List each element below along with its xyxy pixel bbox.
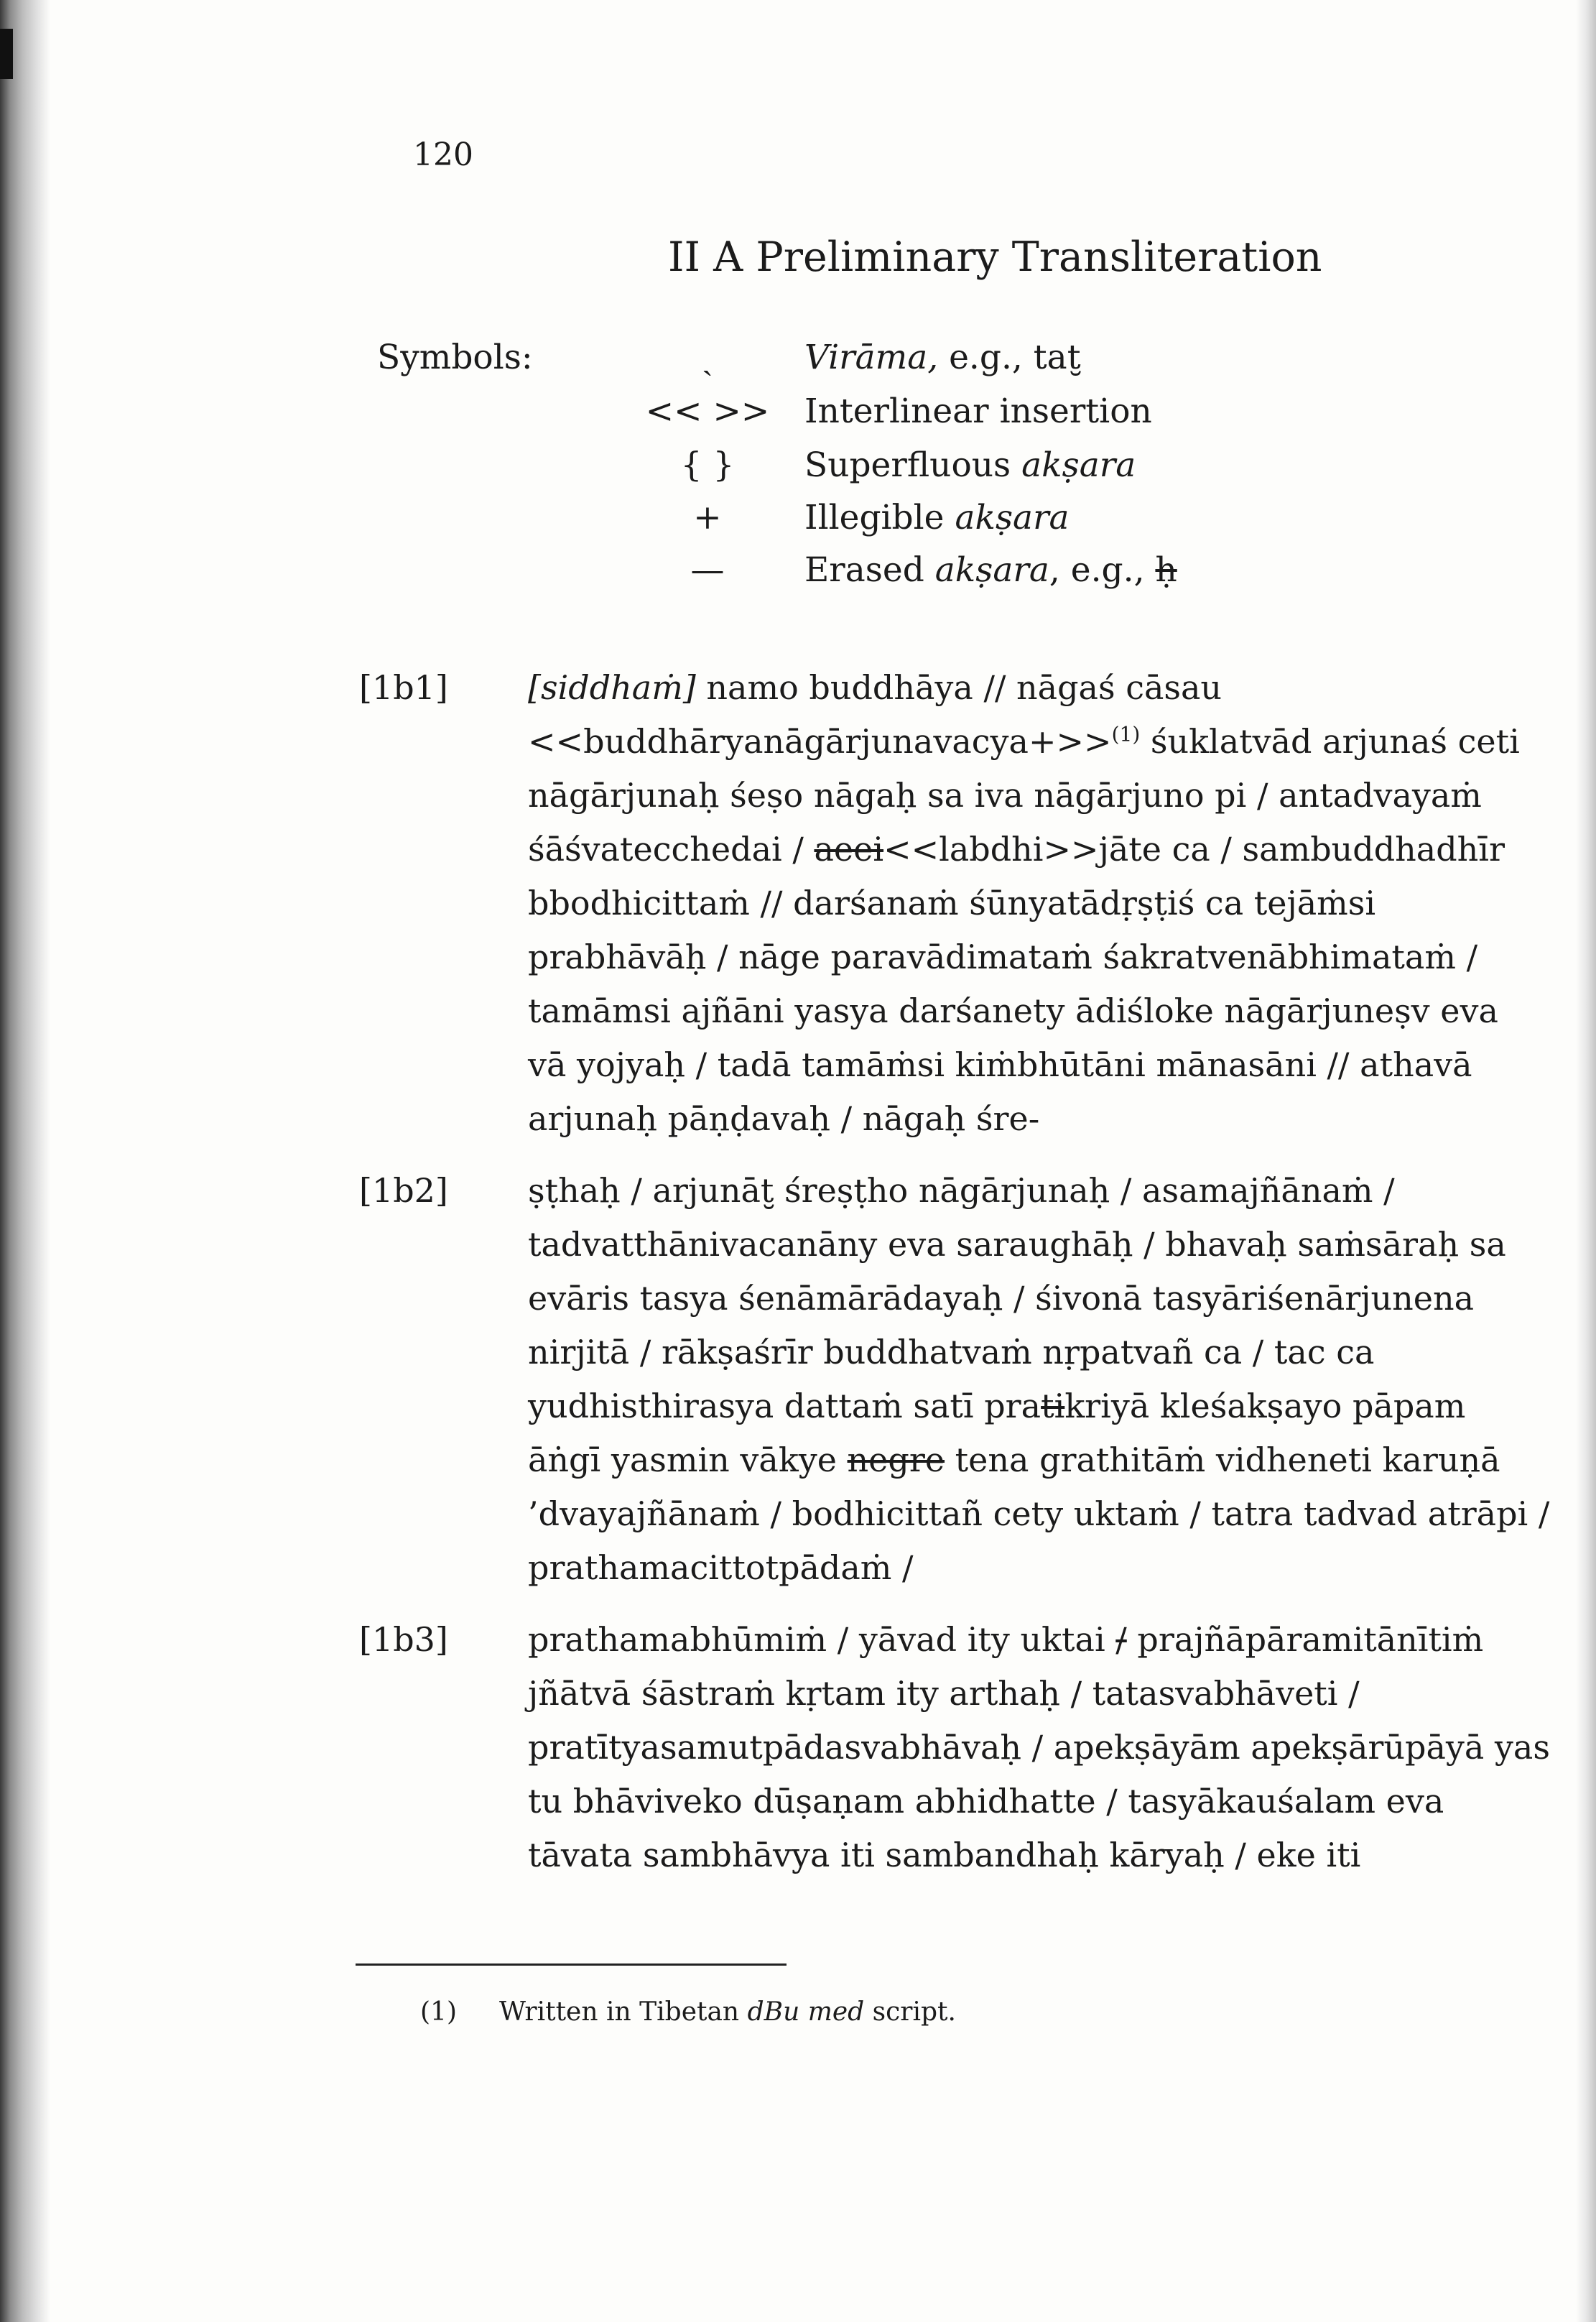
text-line: nirjitā / rākṣaśrīr buddhatvaṁ nṛpatvañ ca / tac ca [528, 1333, 1375, 1372]
erased-text: / [1115, 1620, 1127, 1659]
erased-text: aeei [814, 830, 884, 869]
text-line: <<buddhāryanāgārjunavacya+>>$^{(1)}$ śuklatvād arjunaś ceti [528, 722, 1520, 761]
text-line: prathamabhūmiṁ / yāvad ity uktai / prajñāpāramitānītiṁ [528, 1620, 1484, 1659]
text-line: ’dvayajñānaṁ / bodhicittañ cety uktaṁ / tatra tadvad atrāpi / [528, 1494, 1550, 1533]
symbol-description: Erased akṣara, e.g., ḥ [804, 550, 1177, 590]
text-line: prathamacittotpādaṁ / [528, 1548, 914, 1587]
text-line: arjunaḥ pāṇḍavaḥ / nāgaḥ śre- [528, 1099, 1040, 1138]
book-spine-shadow [0, 0, 50, 2322]
footnote-ref: (1) [1111, 722, 1141, 746]
folio-label-1b1: [1b1] [359, 668, 448, 707]
folio-label-1b2: [1b2] [359, 1171, 448, 1210]
erased-text: negre [847, 1440, 945, 1479]
symbol-description: Virāma, e.g., tat̮ [804, 338, 1081, 377]
scan-edge-mark [0, 29, 13, 79]
text-line: nāgārjunaḥ śeṣo nāgaḥ sa iva nāgārjuno pi / antadvayaṁ [528, 776, 1482, 815]
section-title: II A Preliminary Transliteration [668, 233, 1322, 281]
footnote-text: Written in Tibetan dBu med script. [499, 1997, 956, 2027]
superfluous-symbol: { } [680, 445, 735, 485]
text-line: śāśvatecchedai / aeei<<labdhi>>jāte ca / sambuddhadhīr [528, 830, 1505, 869]
text-line: tāvata sambhāvya iti sambandhaḥ kāryaḥ / eke iti [528, 1836, 1361, 1874]
text-line: [siddhaṁ] namo buddhāya // nāgaś cāsau [528, 668, 1222, 707]
folio-label-1b3: [1b3] [359, 1620, 448, 1659]
text-line: bbodhicittaṁ // darśanaṁ śūnyatādṛṣṭiś ca tejāṁsi [528, 884, 1376, 922]
text-line: vā yojyaḥ / tadā tamāṁsi kiṁbhūtāni mānasāni // athavā [528, 1045, 1472, 1084]
text-line: pratītyasamutpādasvabhāvaḥ / apekṣāyām apekṣārūpāyā yas [528, 1728, 1550, 1767]
text-line: evāris tasya śenāmārādayaḥ / śivonā tasyāriśenārjunena [528, 1279, 1475, 1318]
page-number: 120 [413, 137, 473, 173]
text-line: tadvatthānivacanāny eva saraughāḥ / bhavaḥ saṁsāraḥ sa [528, 1225, 1506, 1264]
insertion-symbol: << >> [645, 392, 770, 431]
text-line: ṣṭhaḥ / arjunāt̮ śreṣṭho nāgārjunaḥ / asamajñānaṁ / [528, 1171, 1395, 1210]
text-line: tu bhāviveko dūṣaṇam abhidhatte / tasyākauśalam eva [528, 1782, 1444, 1821]
illegible-symbol: + [693, 498, 722, 537]
footnote-rule [356, 1963, 787, 1966]
symbol-description: Superfluous akṣara [804, 445, 1136, 485]
text-line: jñātvā śāstraṁ kṛtam ity arthaḥ / tatasvabhāveti / [528, 1674, 1360, 1713]
erased-text: ti [1041, 1387, 1065, 1425]
page-edge-shadow [1576, 0, 1596, 2322]
text-line: prabhāvāḥ / nāge paravādimataṁ śakratvenābhimataṁ / [528, 938, 1478, 976]
text-line: yudhisthirasya dattaṁ satī pratikriyā kleśakṣayo pāpam [528, 1387, 1466, 1425]
text-line: āṅgī yasmin vākye negre tena grathitāṁ vidheneti karuṇā [528, 1440, 1500, 1479]
footnote-marker: (1) [420, 1997, 457, 2027]
symbol-description: Interlinear insertion [804, 392, 1152, 431]
erased-symbol: — [690, 550, 725, 590]
text-line: tamāmsi ajñāni yasya darśanety ādiśloke nāgārjuneṣv eva [528, 991, 1498, 1030]
symbols-label: Symbols: [377, 338, 533, 377]
virama-symbol: ˏ [702, 338, 713, 377]
symbol-description: Illegible akṣara [804, 498, 1070, 537]
